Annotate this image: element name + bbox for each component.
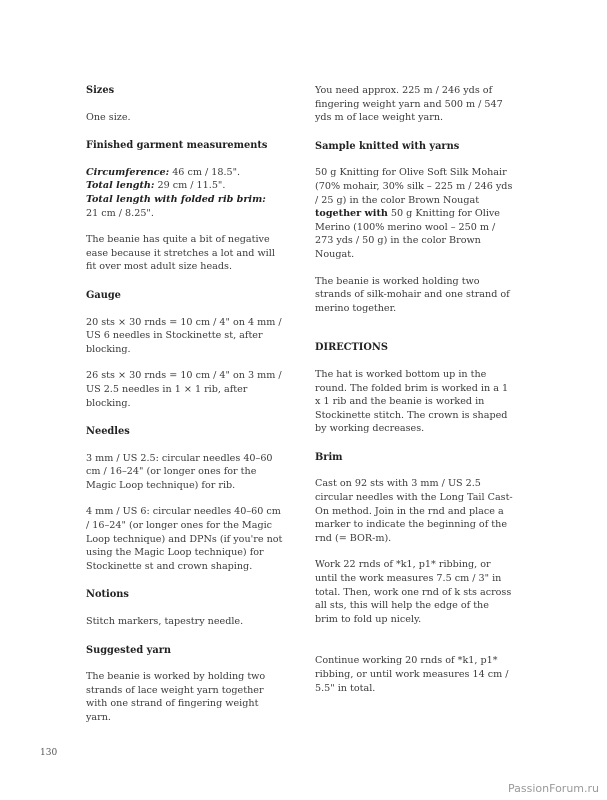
sample-together-with: together with: [315, 208, 388, 220]
brim-ribbing: Work 22 rnds of *k1, p1* ribbing, or until the work measures 7.5 cm / 3" in total. Then, work one rnd of k sts across all sts, this will help the edge of the brim to fold up nicely.: [315, 559, 512, 625]
worked-holding-text: The beanie is worked holding two strands of silk-mohair and one strand of merino together.: [315, 275, 510, 314]
directions-heading: DIRECTIONS: [315, 342, 388, 354]
sample-heading: Sample knitted with yarns: [315, 140, 460, 152]
needles-large: 4 mm / US 6: circular needles 40–60 cm / 16–24" (or longer ones for the Magic Loop technique) and DPNs (if you're not using the Magic Loop technique) for Stockinette st and crown shaping.: [86, 506, 283, 572]
left-column: [86, 84, 284, 725]
right-column: [315, 84, 513, 695]
brim-heading: Brim: [315, 451, 343, 463]
total-length-line: [86, 179, 284, 193]
sample-text: 50 g Knitting for Olive Soft Silk Mohair (70% mohair, 30% silk – 225 m / 246 yds / 25 g) in the color Brown Nougat together with 50 g Knitting for Olive Merino (100% merino wool – 250 m / 273 yds / 50 g) in the color Brown Nougat.: [315, 167, 513, 260]
total-length-value: 29 cm / 11.5".: [154, 180, 226, 192]
ease-text: The beanie has quite a bit of negative ease because it stretches a lot and will fit over most adult size heads.: [86, 234, 275, 273]
notions-text: Stitch markers, tapestry needle.: [86, 616, 244, 628]
brim-continue: Continue working 20 rnds of *k1, p1* ribbing, or until work measures 14 cm / 5.5" in total.: [315, 655, 509, 694]
watermark: PassionForum.ru: [508, 782, 599, 795]
brim-length-label: Total length with folded rib brim:: [86, 193, 266, 205]
page-number: 130: [40, 748, 58, 758]
circumference-line: [86, 166, 284, 180]
sizes-text: One size.: [86, 111, 131, 123]
brim-length-value: 21 cm / 8.25".: [86, 207, 154, 219]
sizes-heading: Sizes: [86, 85, 115, 96]
needles-small: 3 mm / US 2.5: circular needles 40–60 cm / 16–24" (or longer ones for the Magic Loop technique) for rib.: [86, 452, 273, 491]
gauge-heading: Gauge: [86, 289, 121, 301]
circumference-label: Circumference:: [86, 166, 170, 178]
directions-text: The hat is worked bottom up in the round. The folded brim is worked in a 1 x 1 rib and the beanie is worked in Stockinette stitch. The crown is shaped by working decreases.: [315, 368, 509, 435]
needles-heading: Needles: [86, 426, 130, 438]
notions-heading: Notions: [86, 589, 129, 601]
yarn-amount-text: You need approx. 225 m / 246 yds of fingering weight yarn and 500 m / 547 yds m of lace weight yarn.: [315, 85, 503, 124]
brim-cast-on: Cast on 92 sts with 3 mm / US 2.5 circular needles with the Long Tail Cast-On method. Join in the rnd and place a marker to indicate the beginning of the rnd (= BOR-m).: [315, 478, 513, 544]
circumference-value: 46 cm / 18.5".: [169, 166, 241, 178]
suggested-yarn-text: The beanie is worked by holding two strands of lace weight yarn together with one strand of fingering weight yarn.: [86, 671, 266, 723]
measurements-heading: Finished garment measurements: [86, 140, 268, 152]
gauge-stockinette: 20 sts × 30 rnds = 10 cm / 4" on 4 mm / US 6 needles in Stockinette st, after blocking.: [86, 316, 282, 355]
gauge-rib: 26 sts × 30 rnds = 10 cm / 4" on 3 mm / US 2.5 needles in 1 × 1 rib, after blocking.: [86, 370, 282, 409]
total-length-label: Total length:: [86, 180, 155, 192]
suggested-yarn-heading: Suggested yarn: [86, 644, 171, 656]
